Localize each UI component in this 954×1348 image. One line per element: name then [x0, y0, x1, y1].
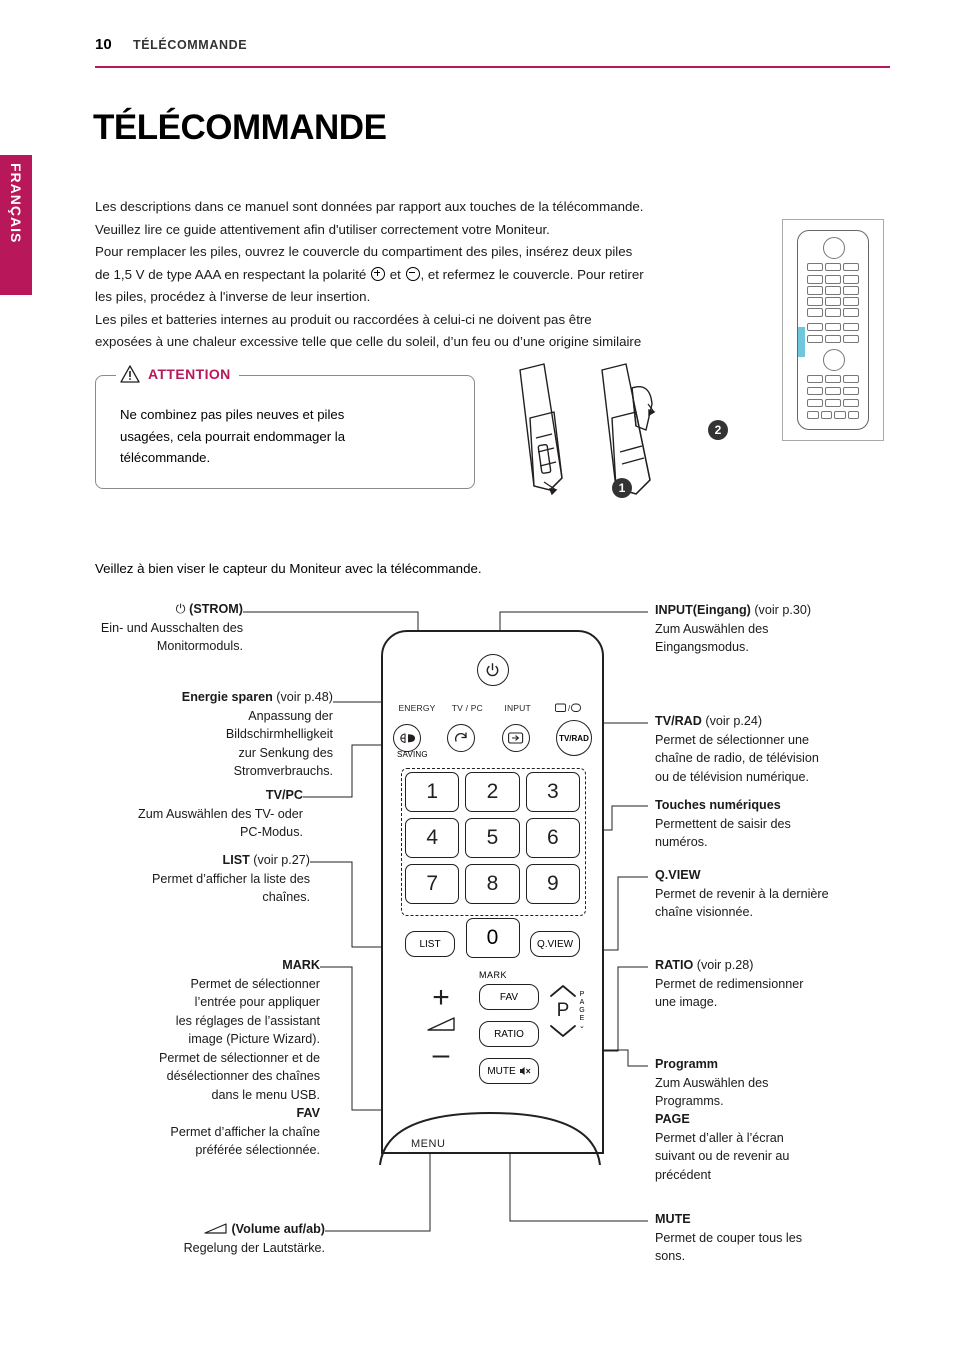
annotation-qview-line-1: Permet de revenir à la dernière: [655, 886, 829, 901]
menu-label: MENU: [411, 1138, 446, 1150]
intro-line-4-part-b: et: [389, 266, 401, 282]
key-9[interactable]: 9: [526, 864, 580, 904]
annotation-ratio-line-2: une image.: [655, 995, 718, 1009]
polarity-minus-icon: [406, 267, 420, 281]
volume-control-group: [413, 981, 469, 1071]
page-down-button[interactable]: [549, 1024, 577, 1038]
annotation-page-line-3: précédent: [655, 1167, 712, 1182]
label-tvrad-icon: [544, 703, 592, 715]
input-button[interactable]: [502, 724, 530, 752]
annotation-power-line-1: Ein- und Ausschalten des: [100, 620, 243, 635]
intro-line-7: exposées à une chaleur excessive telle que celle du soleil, d’un feu ou d’une origine similaire: [95, 334, 642, 349]
annotation-list-line-2: chaînes.: [262, 890, 310, 904]
thumbnail-row-mid: [807, 323, 859, 331]
mute-button[interactable]: [479, 1058, 539, 1084]
numeric-keypad: [405, 772, 580, 904]
input-icon: [508, 732, 524, 744]
annotation-tvrad-line-2: chaîne de radio, de télévision: [655, 751, 819, 765]
annotation-qview-line-2: chaîne visionnée.: [655, 905, 754, 919]
page-header: [95, 36, 890, 68]
annotation-ratio-line-1: Permet de redimensionner: [655, 976, 804, 991]
thumbnail-keypad: [807, 275, 859, 317]
annotation-page-line-2: suivant ou de revenir au: [655, 1149, 790, 1163]
annotation-input: [655, 601, 905, 657]
key-3[interactable]: 3: [526, 772, 580, 812]
annotation-mute: [655, 1210, 905, 1266]
label-energy: ENERGY: [398, 703, 436, 713]
fav-button[interactable]: FAV: [479, 984, 539, 1010]
annotation-tvrad-line-3: ou de télévision numérique.: [655, 769, 810, 784]
thumbnail-row-top: [807, 263, 859, 271]
key-4[interactable]: 4: [405, 818, 459, 858]
annotation-tvrad-title: TV/RAD: [655, 714, 702, 728]
caution-body-line-1: Ne combinez pas piles neuves et piles: [120, 407, 345, 422]
annotation-programm-line-1: Zum Auswählen des: [655, 1075, 769, 1090]
polarity-plus-icon: [371, 267, 385, 281]
key-2[interactable]: 2: [465, 772, 519, 812]
intro-line-4: [95, 264, 760, 287]
annotation-mark-line-5: Permet de sélectionner et de: [158, 1050, 320, 1065]
thumbnail-row-lower-4: [807, 411, 859, 419]
annotation-energy-saving: [95, 688, 333, 781]
annotation-tvpc-line-1: Zum Auswählen des TV- oder: [138, 806, 303, 821]
annotation-energy-title: Energie sparen: [181, 690, 273, 704]
annotation-energy-line-2: Bildschirmhelligkeit: [225, 727, 333, 741]
annotation-qview: [655, 866, 905, 922]
mark-label: MARK: [479, 970, 508, 980]
thumbnail-row-lower-3: [807, 399, 859, 407]
annotation-mark-line-7: dans le menu USB.: [211, 1087, 320, 1102]
annotation-programm-title: Programm: [655, 1057, 718, 1071]
remote-control-diagram: [381, 630, 604, 1154]
annotation-tvpc-line-2: PC-Modus.: [240, 825, 303, 839]
annotation-programm: [655, 1055, 905, 1111]
programme-label: P: [556, 1000, 570, 1021]
annotation-volume-line-1: Regelung der Lautstärke.: [183, 1240, 325, 1255]
intro-line-4-part-c: , et refermez le couvercle. Pour retirer: [420, 266, 644, 282]
remote-list-row: [405, 924, 580, 964]
key-0[interactable]: 0: [466, 918, 520, 958]
intro-line-2: Veuillez lire ce guide attentivement afin d'utiliser correctement votre Moniteur.: [95, 221, 550, 237]
battery-callout-2: 2: [708, 420, 728, 440]
caution-body-line-3: télécommande.: [120, 450, 211, 465]
battery-callout-1: 1: [612, 478, 632, 498]
annotation-energy-line-3: zur Senkung des: [238, 745, 333, 760]
caution-title: ATTENTION: [148, 366, 231, 382]
annotation-input-title: INPUT(Eingang): [655, 603, 751, 617]
annotation-list-ref: (voir p.27): [253, 853, 310, 867]
aim-instruction-text: Veillez à bien viser le capteur du Moniteur avec la télécommande.: [95, 561, 482, 576]
header-section-title: TÉLÉCOMMANDE: [133, 38, 248, 52]
annotation-numeric-line-1: Permettent de saisir des: [655, 816, 791, 831]
annotation-mark: [70, 956, 320, 1104]
tv-rad-button-label-1: TV/: [559, 733, 572, 743]
annotation-qview-title: Q.VIEW: [655, 868, 701, 882]
annotation-list: [62, 851, 310, 907]
key-7[interactable]: 7: [405, 864, 459, 904]
annotation-tvpc-title: TV/PC: [265, 788, 303, 802]
key-8[interactable]: 8: [465, 864, 519, 904]
page-vertical-label: P A G E ⌄: [579, 991, 586, 1030]
language-side-tab: [0, 155, 32, 295]
annotation-mark-line-1: Permet de sélectionner: [190, 976, 320, 991]
annotation-ratio-ref: (voir p.28): [696, 958, 754, 972]
tv-pc-button[interactable]: [447, 724, 475, 752]
annotation-mark-line-2: l’entrée pour appliquer: [194, 995, 320, 1009]
annotation-tvrad-ref: (voir p.24): [705, 714, 763, 728]
thumbnail-power-icon: [823, 237, 845, 259]
annotation-energy-line-4: Stromverbrauchs.: [233, 764, 333, 778]
thumbnail-wheel-icon: [823, 349, 845, 371]
caution-header: [116, 365, 239, 383]
annotation-ratio: [655, 956, 905, 1012]
intro-paragraph: [95, 196, 760, 354]
mute-icon: [519, 1066, 531, 1076]
annotation-input-line-1: Zum Auswählen des: [655, 621, 769, 636]
annotation-volume-title: (Volume auf/ab): [231, 1222, 325, 1236]
list-button[interactable]: LIST: [405, 931, 455, 957]
annotation-list-line-1: Permet d’afficher la liste des: [152, 871, 310, 886]
annotation-volume: [75, 1220, 325, 1257]
intro-line-1: Les descriptions dans ce manuel sont données par rapport aux touches de la télécommande.: [95, 199, 644, 214]
annotation-ratio-title: RATIO: [655, 958, 694, 972]
volume-glyph-icon: [204, 1222, 232, 1236]
volume-up-button[interactable]: +: [432, 981, 450, 1014]
annotation-mark-title: MARK: [282, 958, 320, 972]
annotation-programm-line-2: Programms.: [655, 1094, 724, 1108]
annotation-tvrad-line-1: Permet de sélectionner une: [655, 732, 810, 747]
annotation-mark-line-4: image (Picture Wizard).: [188, 1032, 320, 1046]
battery-replacement-illustration: [500, 360, 750, 510]
saving-label: SAVING: [397, 750, 428, 759]
page-title: TÉLÉCOMMANDE: [93, 108, 387, 147]
annotation-fav: [70, 1104, 320, 1160]
intro-line-4-part-a: de 1,5 V de type AAA en respectant la polarité: [95, 266, 367, 282]
energy-saving-button[interactable]: [393, 724, 421, 752]
volume-icon: [413, 1016, 469, 1037]
qview-button[interactable]: Q.VIEW: [530, 931, 580, 957]
annotation-energy-line-1: Anpassung der: [248, 708, 333, 723]
annotation-tv-pc: [60, 786, 303, 842]
annotation-page-line-1: Permet d’aller à l’écran: [655, 1130, 784, 1145]
annotation-mute-line-2: sons.: [655, 1249, 686, 1263]
annotation-numeric-keys: [655, 796, 905, 852]
thumbnail-row-lower-2: [807, 387, 859, 395]
annotation-fav-line-2: préférée sélectionnée.: [195, 1143, 320, 1157]
mute-button-label: MUTE: [487, 1065, 516, 1077]
remote-thumbnail-accent-stripe: [798, 327, 805, 357]
annotation-tv-rad: [655, 712, 905, 786]
annotation-list-title: LIST: [222, 853, 250, 867]
caution-body: [120, 404, 430, 469]
annotation-mute-line-1: Permet de couper tous les: [655, 1230, 803, 1245]
annotation-power-title: (STROM): [189, 602, 243, 616]
key-1[interactable]: 1: [405, 772, 459, 812]
annotation-power-line-2: Monitormoduls.: [156, 639, 243, 653]
caution-body-line-2: usagées, cela pourrait endommager la: [120, 428, 346, 444]
key-5[interactable]: 5: [465, 818, 519, 858]
programme-page-group: [549, 984, 595, 1038]
annotation-numeric-line-2: numéros.: [655, 835, 708, 849]
annotation-numeric-title: Touches numériques: [655, 798, 781, 812]
tv-rad-button[interactable]: [556, 720, 592, 756]
annotation-input-line-2: Eingangsmodus.: [655, 640, 749, 654]
annotation-mark-line-3: les réglages de l’assistant: [175, 1013, 320, 1028]
fav-ratio-mute-group: [479, 984, 541, 1095]
annotation-page-title: PAGE: [655, 1112, 690, 1126]
page-up-button[interactable]: [549, 984, 577, 998]
annotation-input-ref: (voir p.30): [754, 603, 812, 617]
thumbnail-row-lower: [807, 375, 859, 383]
annotation-power: [45, 600, 243, 656]
language-side-tab-label: FRANÇAIS: [8, 163, 24, 244]
remote-thumbnail: [797, 230, 869, 430]
intro-line-6: Les piles et batteries internes au produit ou raccordées à celui-ci ne doivent pas être: [95, 311, 592, 327]
remote-top-row-labels: [393, 703, 592, 715]
power-icon: [485, 663, 500, 678]
energy-saving-icon: [399, 733, 416, 744]
label-tvpc: TV / PC: [451, 703, 483, 713]
thumbnail-row-mid-2: [807, 335, 859, 343]
annotation-fav-title: FAV: [296, 1106, 320, 1120]
key-6[interactable]: 6: [526, 818, 580, 858]
tv-rad-button-label-2: RAD: [571, 733, 589, 743]
annotation-page: [655, 1110, 905, 1184]
remote-thumbnail-box: [782, 219, 884, 441]
annotation-energy-ref: (voir p.48): [276, 690, 333, 704]
power-button[interactable]: [477, 654, 509, 686]
page-number: 10: [95, 36, 112, 53]
warning-triangle-icon: [120, 365, 140, 383]
ratio-button[interactable]: RATIO: [479, 1021, 539, 1047]
intro-line-3: Pour remplacer les piles, ouvrez le couvercle du compartiment des piles, insérez deux piles: [95, 244, 633, 259]
annotation-mark-line-6: désélectionner des chaînes: [166, 1069, 320, 1083]
annotation-mute-title: MUTE: [655, 1212, 691, 1226]
svg-text:/: /: [567, 704, 571, 713]
caution-box: [95, 366, 475, 489]
power-glyph-icon: ⏻: [175, 602, 186, 616]
label-input: INPUT: [504, 703, 531, 713]
volume-down-button[interactable]: –: [432, 1038, 450, 1071]
tv-pc-icon: [453, 730, 469, 746]
intro-line-5: les piles, procédez à l'inverse de leur insertion.: [95, 289, 371, 304]
annotation-fav-line-1: Permet d’afficher la chaîne: [170, 1124, 320, 1139]
